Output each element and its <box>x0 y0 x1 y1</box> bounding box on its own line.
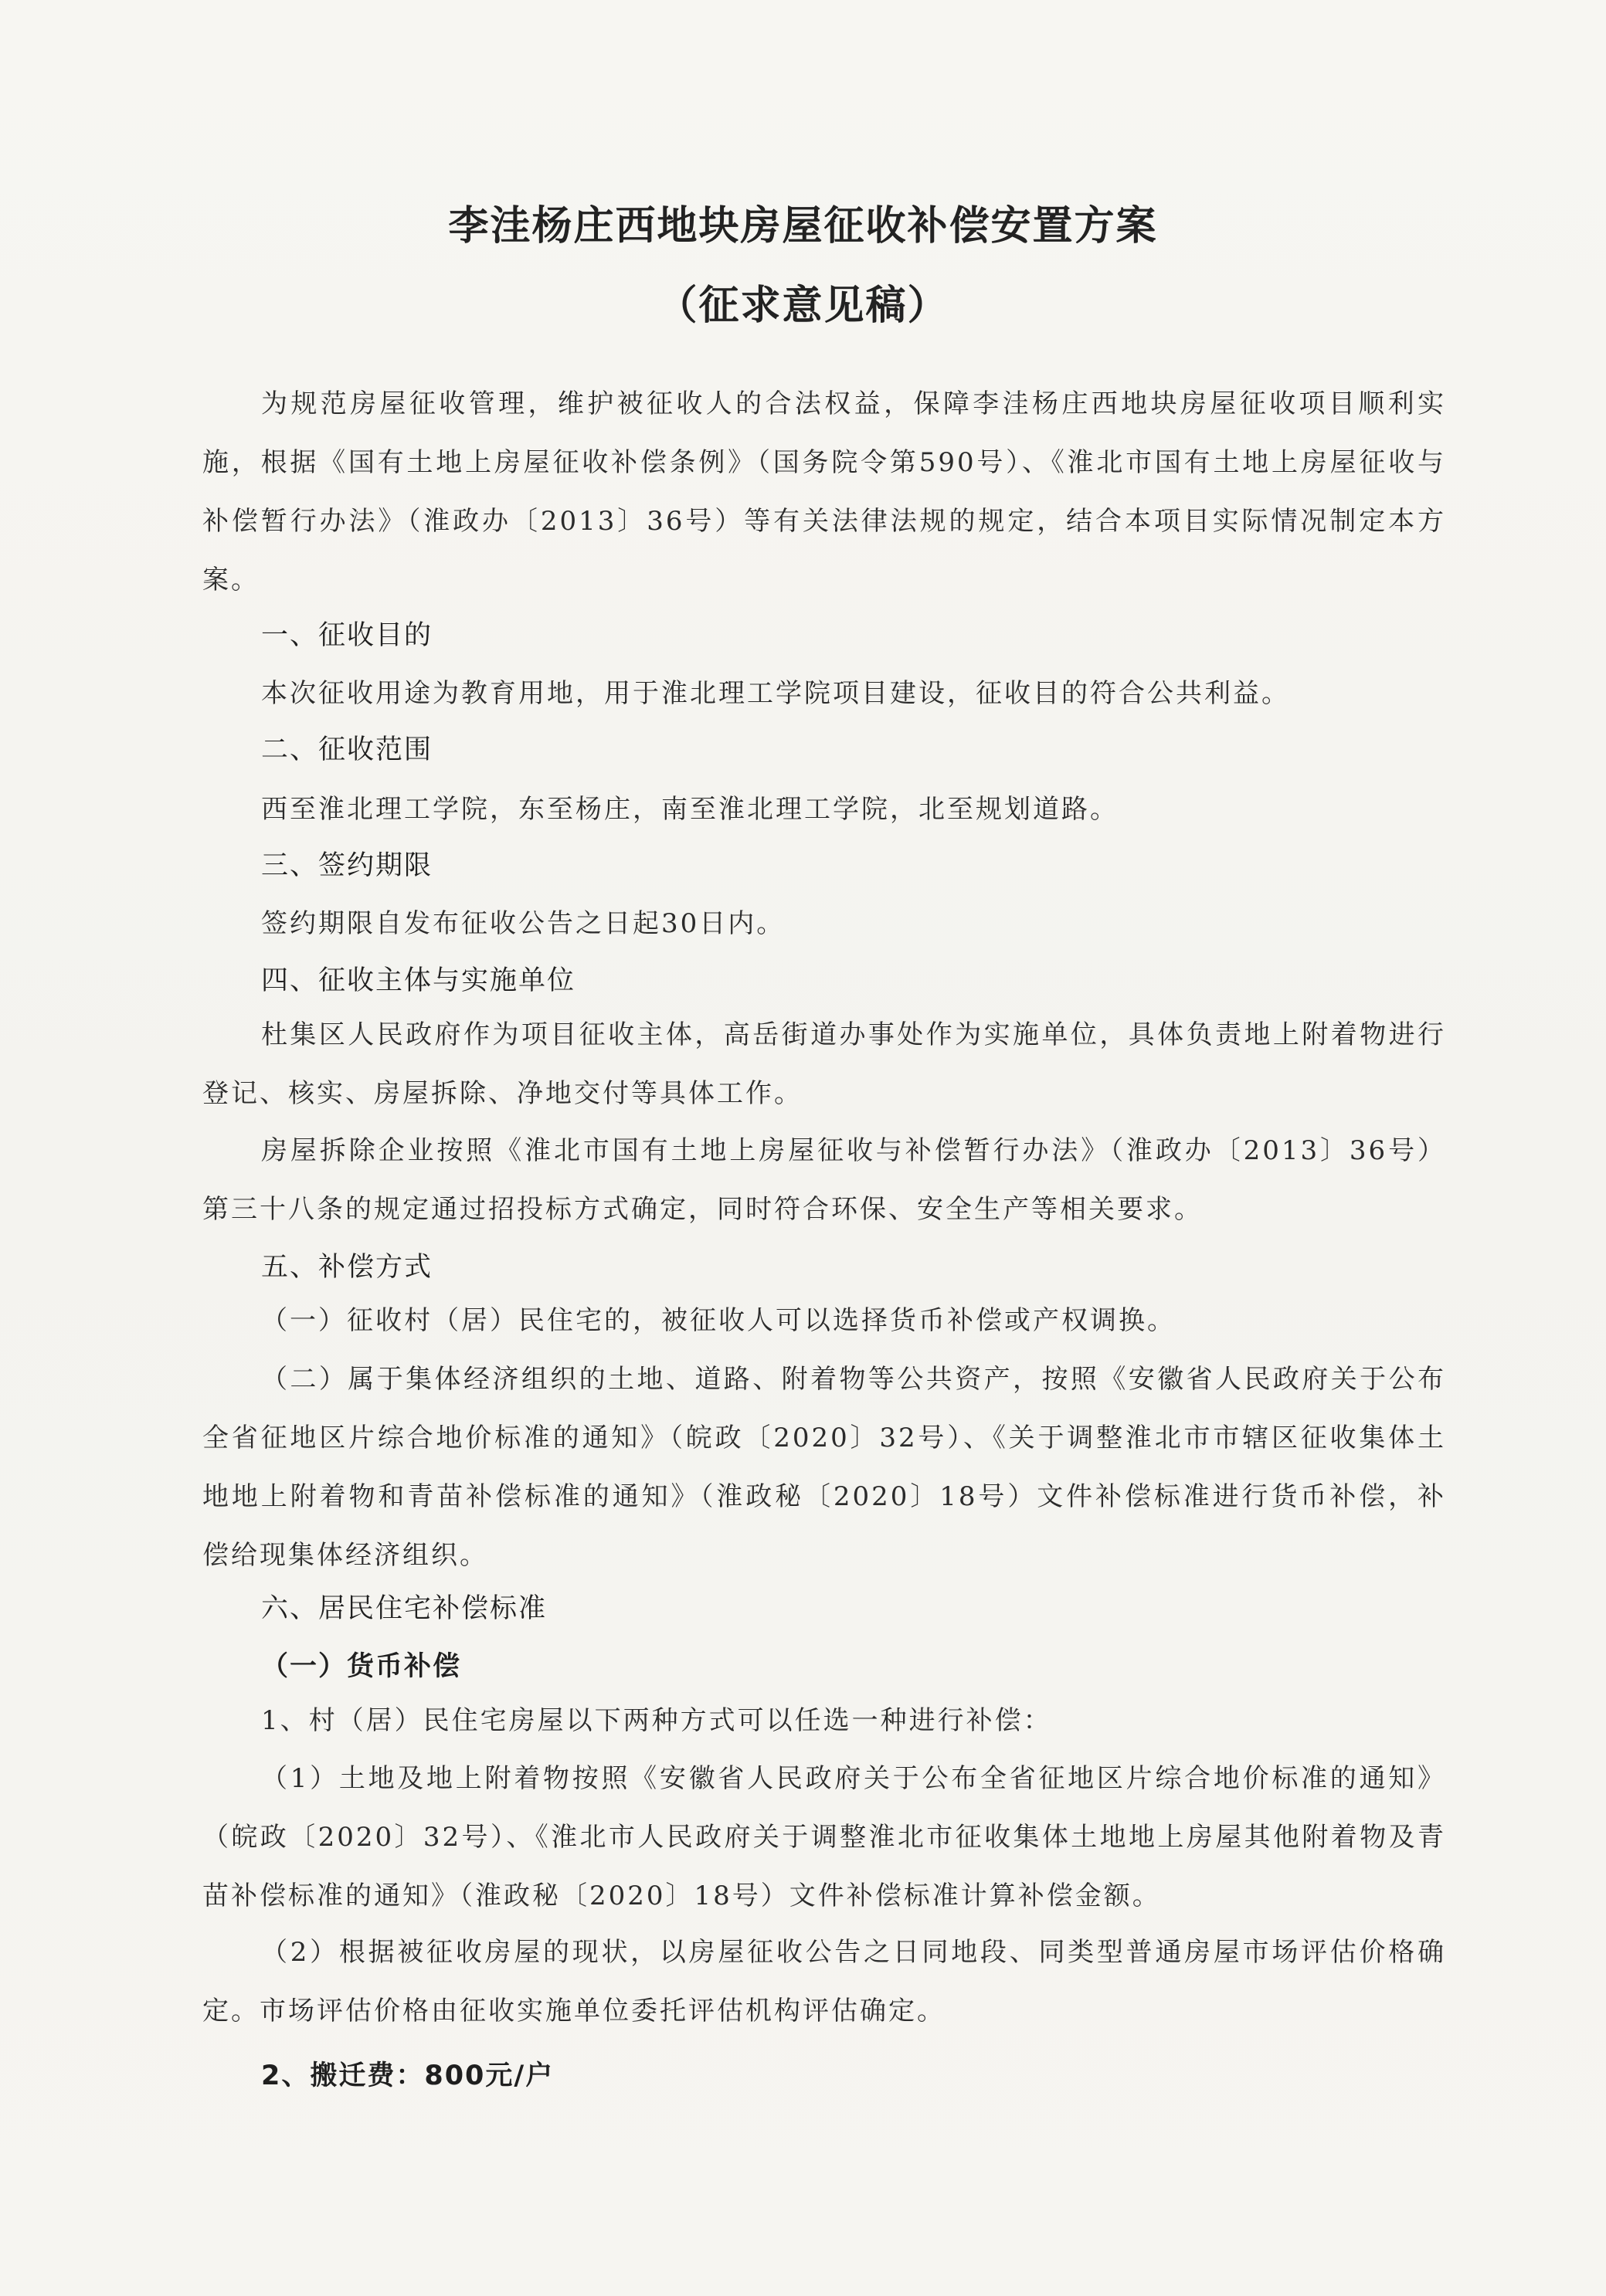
section-6-item-1-a: （1）土地及地上附着物按照《安徽省人民政府关于公布全省征地区片综合地价标准的通知》（皖政〔2020〕32号）、《淮北市人民政府关于调整淮北市征收集体土地地上房屋其他附着物及青苗补偿标准的通知》（淮政秘〔2020〕18号）文件补偿标准计算补偿金额。 <box>202 1763 1446 1911</box>
section-6-subheading: （一）货币补偿 <box>261 1651 462 1682</box>
section-6-heading: 六、居民住宅补偿标准 <box>261 1593 548 1624</box>
section-2-text: 西至淮北理工学院，东至杨庄，南至淮北理工学院，北至规划道路。 <box>261 794 1119 825</box>
section-3-text: 签约期限自发布征收公告之日起30日内。 <box>261 908 786 939</box>
section-1-heading: 一、征收目的 <box>261 620 433 651</box>
section-2-heading: 二、征收范围 <box>261 734 433 765</box>
section-5-heading: 五、补偿方式 <box>261 1252 433 1283</box>
section-6-item-1-b: （2）根据被征收房屋的现状，以房屋征收公告之日同地段、同类型普通房屋市场评估价格确定。市场评估价格由征收实施单位委托评估机构评估确定。 <box>202 1937 1446 2026</box>
section-4-text-1: 杜集区人民政府作为项目征收主体，高岳街道办事处作为实施单位，具体负责地上附着物进行登记、核实、房屋拆除、净地交付等具体工作。 <box>202 1019 1446 1109</box>
section-3-heading: 三、签约期限 <box>261 850 433 881</box>
section-5-text-1: （一）征收村（居）民住宅的，被征收人可以选择货币补偿或产权调换。 <box>261 1305 1176 1336</box>
section-6-item-1: 1、村（居）民住宅房屋以下两种方式可以任选一种进行补偿： <box>261 1705 1052 1736</box>
section-1-text: 本次征收用途为教育用地，用于淮北理工学院项目建设，征收目的符合公共利益。 <box>261 678 1290 709</box>
section-4-text-2: 房屋拆除企业按照《淮北市国有土地上房屋征收与补偿暂行办法》（淮政办〔2013〕36号）第三十八条的规定通过招投标方式确定，同时符合环保、安全生产等相关要求。 <box>202 1135 1446 1225</box>
section-4-heading: 四、征收主体与实施单位 <box>261 965 576 996</box>
document-title: 李洼杨庄西地块房屋征收补偿安置方案 <box>448 202 1158 249</box>
section-6-item-2: 2、搬迁费：800元/户 <box>261 2060 555 2091</box>
intro-paragraph: 为规范房屋征收管理，维护被征收人的合法权益，保障李洼杨庄西地块房屋征收项目顺利实施，根据《国有土地上房屋征收补偿条例》（国务院令第590号）、《淮北市国有土地上房屋征收与补偿暂行办法》（淮政办〔2013〕36号）等有关法律法规的规定，结合本项目实际情况制定本方案。 <box>202 388 1446 595</box>
section-5-text-2: （二）属于集体经济组织的土地、道路、附着物等公共资产，按照《安徽省人民政府关于公布全省征地区片综合地价标准的通知》（皖政〔2020〕32号）、《关于调整淮北市市辖区征收集体土地地上附着物和青苗补偿标准的通知》（淮政秘〔2020〕18号）文件补偿标准进行货币补偿，补偿给现集体经济组织。 <box>202 1364 1446 1571</box>
document-subtitle: （征求意见稿） <box>657 282 949 330</box>
